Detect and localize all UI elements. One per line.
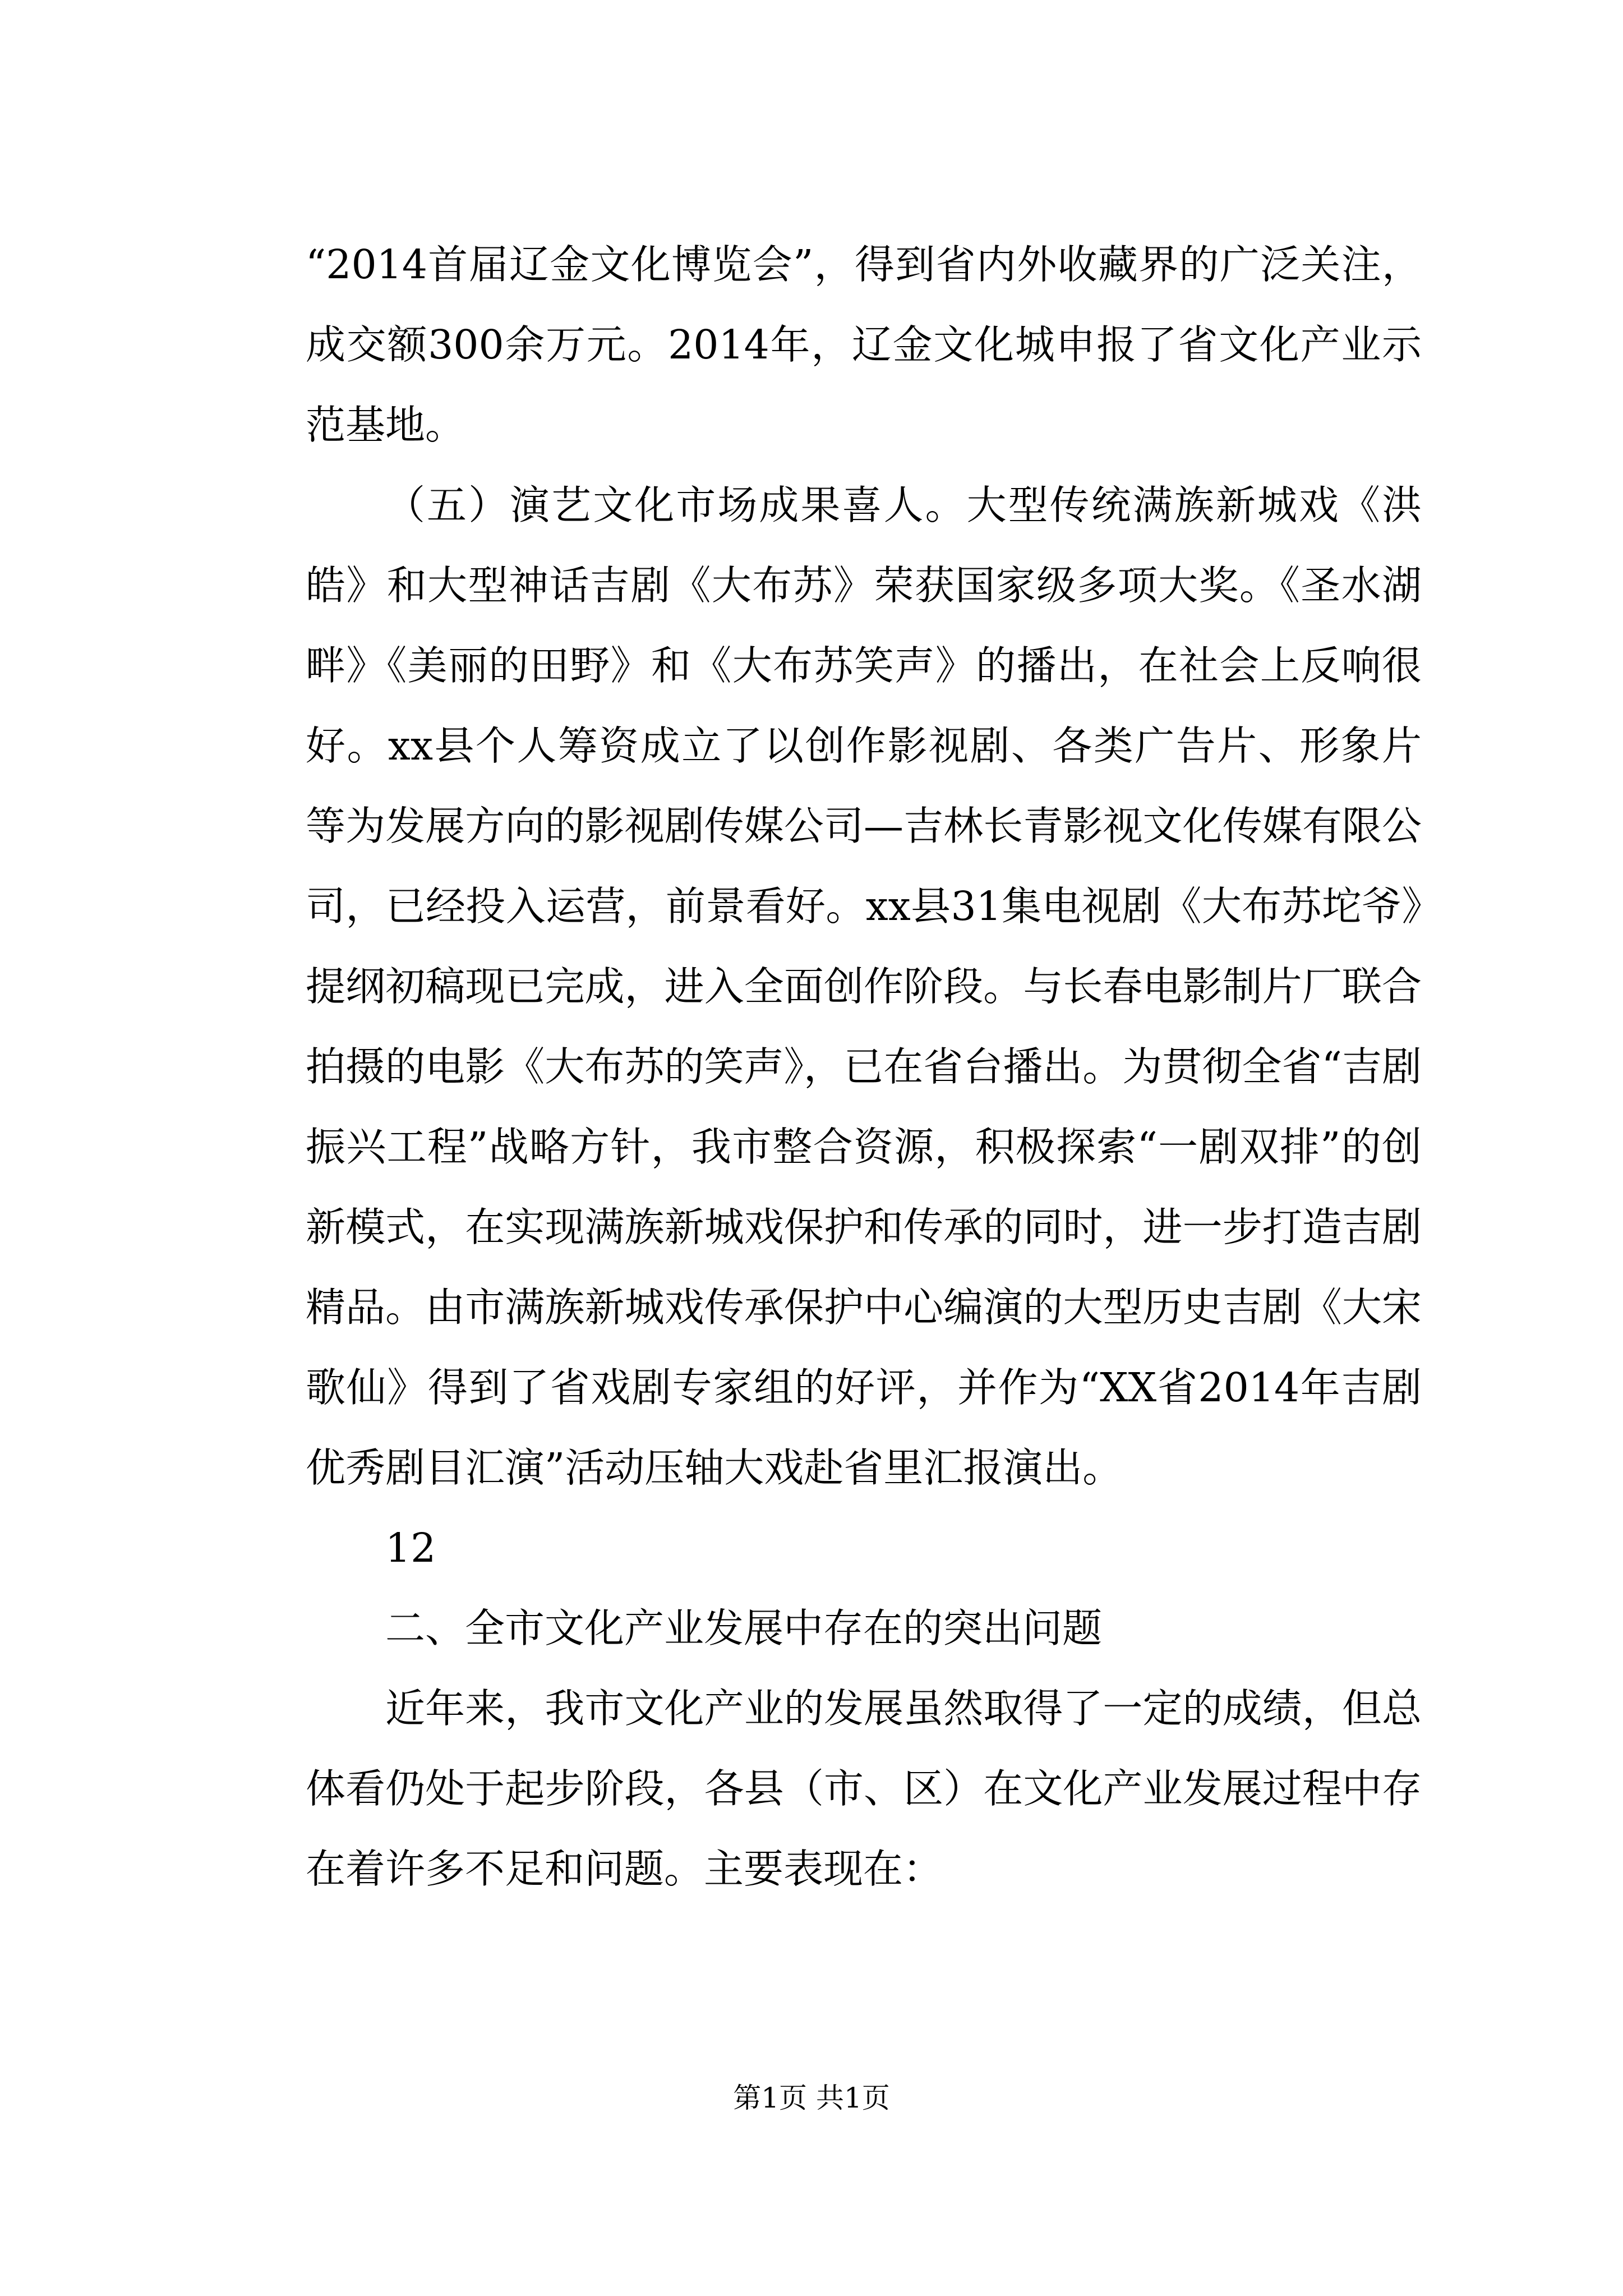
paragraph-problems-intro: 近年来，我市文化产业的发展虽然取得了一定的成绩，但总体看仍处于起步阶段，各县（市、区）在文化产业发展过程中存在着许多不足和问题。主要表现在： <box>306 1685 1422 1892</box>
page-footer: 第1页 共1页 <box>733 2082 890 2114</box>
document-body <box>306 224 1422 1909</box>
paragraph-exhibition-continued: “2014首届辽金文化博览会”，得到省内外收藏界的广泛关注，成交额300余万元。2014年，辽金文化城申报了省文化产业示范基地。 <box>306 241 1422 448</box>
paragraph-number: 12 <box>385 1525 436 1571</box>
section-heading-problems: 二、全市文化产业发展中存在的突出问题 <box>385 1605 1103 1651</box>
paragraph-performing-arts: （五）演艺文化市场成果喜人。大型传统满族新城戏《洪皓》和大型神话吉剧《大布苏》荣获国家级多项大奖。《圣水湖畔》《美丽的田野》和《大布苏笑声》的播出，在社会上反响很好。xx县个人筹资成立了以创作影视剧、各类广告片、形象片等为发展方向的影视剧传媒公司—吉林长青影视文化传媒有限公司，已经投入运营，前景看好。xx县31集电视剧《大布苏坨爷》提纲初稿现已完成，进入全面创作阶段。与长春电影制片厂联合拍摄的电影《大布苏的笑声》，已在省台播出。为贯彻全省“吉剧振兴工程”战略方针，我市整合资源，积极探索“一剧双排”的创新模式，在实现满族新城戏保护和传承的同时，进一步打造吉剧精品。由市满族新城戏传承保护中心编演的大型历史吉剧《大宋歌仙》得到了省戏剧专家组的好评，并作为“XX省2014年吉剧优秀剧目汇演”活动压轴大戏赴省里汇报演出。 <box>306 482 1422 1491</box>
